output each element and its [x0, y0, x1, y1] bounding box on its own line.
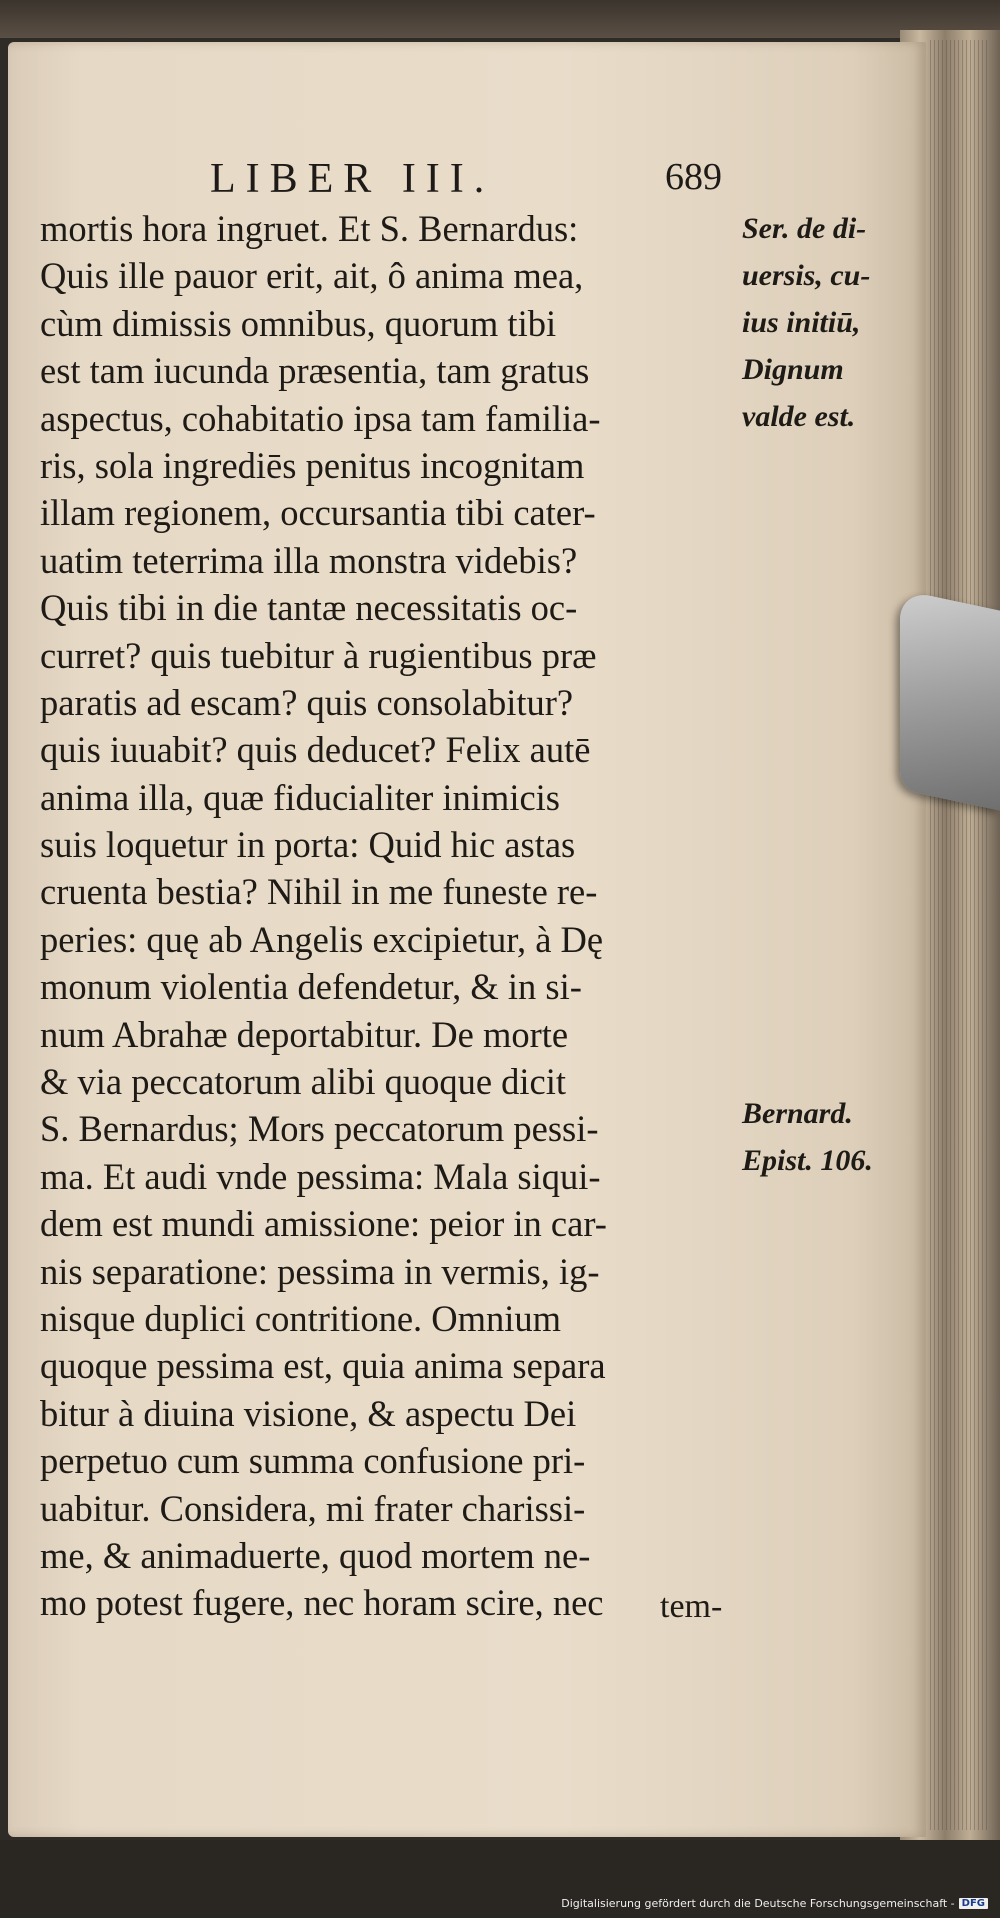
margin-note-epistle: [742, 1090, 917, 1184]
text-line: curret? quis tuebitur à rugientibus præ: [40, 634, 597, 676]
margin-note-line: Bernard.: [742, 1097, 853, 1130]
text-line: cùm dimissis omnibus, quorum tibi: [40, 302, 557, 344]
text-line: peries: quę ab Angelis excipietur, à Dę: [40, 918, 604, 960]
text-line: quis iuuabit? quis deducet? Felix autē: [40, 729, 591, 771]
text-line: quoque pessima est, quia anima separa: [40, 1345, 606, 1387]
text-line: cruenta bestia? Nihil in me funeste re-: [40, 871, 598, 913]
catchword: tem-: [660, 1588, 723, 1625]
text-line: uabitur. Considera, mi frater charissi-: [40, 1487, 586, 1529]
text-line: nis separatione: pessima in vermis, ig-: [40, 1250, 600, 1292]
margin-note-line: uersis, cu-: [742, 259, 871, 292]
text-line: aspectus, cohabitatio ipsa tam familia-: [40, 397, 601, 439]
page-clip: [900, 589, 1000, 810]
text-line: me, & animaduerte, quod mortem ne-: [40, 1534, 591, 1576]
text-line: mortis hora ingruet. Et S. Bernardus:: [40, 208, 579, 249]
text-line: bitur à diuina visione, & aspectu Dei: [40, 1392, 577, 1434]
margin-note-line: Dignum: [742, 353, 844, 386]
text-line: num Abrahæ deportabitur. De morte: [40, 1013, 569, 1055]
running-head: LIBER III.: [210, 156, 495, 202]
dfg-logo: DFG: [959, 1898, 988, 1909]
text-line: illam regionem, occursantia tibi cater-: [40, 492, 596, 534]
text-line: Quis ille pauor erit, ait, ô anima mea,: [40, 255, 584, 297]
text-line: monum violentia defendetur, & in si-: [40, 966, 582, 1008]
text-line: nisque duplici contritione. Omnium: [40, 1297, 562, 1339]
text-line: anima illa, quæ fiducialiter inimicis: [40, 776, 561, 818]
text-line: mo potest fugere, nec horam scire, nec: [40, 1582, 604, 1624]
page-header: [200, 155, 760, 205]
text-line: est tam iucunda præsentia, tam gratus: [40, 350, 590, 392]
text-line: ris, sola ingrediēs penitus incognitam: [40, 444, 585, 486]
main-text-block: [40, 205, 755, 1627]
text-line: dem est mundi amissione: peior in car-: [40, 1203, 607, 1245]
text-line: & via peccatorum alibi quoque dicit: [40, 1061, 567, 1103]
text-line: suis loquetur in porta: Quid hic astas: [40, 824, 576, 866]
margin-note-sermon: [742, 205, 917, 440]
margin-note-line: Epist. 106.: [742, 1144, 873, 1177]
book-page-edge-lines: [930, 40, 990, 1830]
text-line: paratis ad escam? quis consolabitur?: [40, 681, 574, 723]
text-line: Quis tibi in die tantæ necessitatis oc-: [40, 587, 578, 629]
margin-note-line: Ser. de di-: [742, 212, 867, 245]
scan-top-border: [0, 0, 1000, 38]
page-number: 689: [665, 156, 722, 198]
text-line: ma. Et audi vnde pessima: Mala siqui-: [40, 1155, 601, 1197]
digitization-credit: [561, 1897, 988, 1910]
margin-note-line: ius initiū,: [742, 306, 861, 339]
text-line: perpetuo cum summa confusione pri-: [40, 1440, 586, 1482]
margin-note-line: valde est.: [742, 400, 856, 433]
text-line: uatim teterrima illa monstra videbis?: [40, 539, 578, 581]
text-line: S. Bernardus; Mors peccatorum pessi-: [40, 1108, 599, 1150]
credit-text: Digitalisierung gefördert durch die Deutsche Forschungsgemeinschaft -: [561, 1897, 955, 1910]
